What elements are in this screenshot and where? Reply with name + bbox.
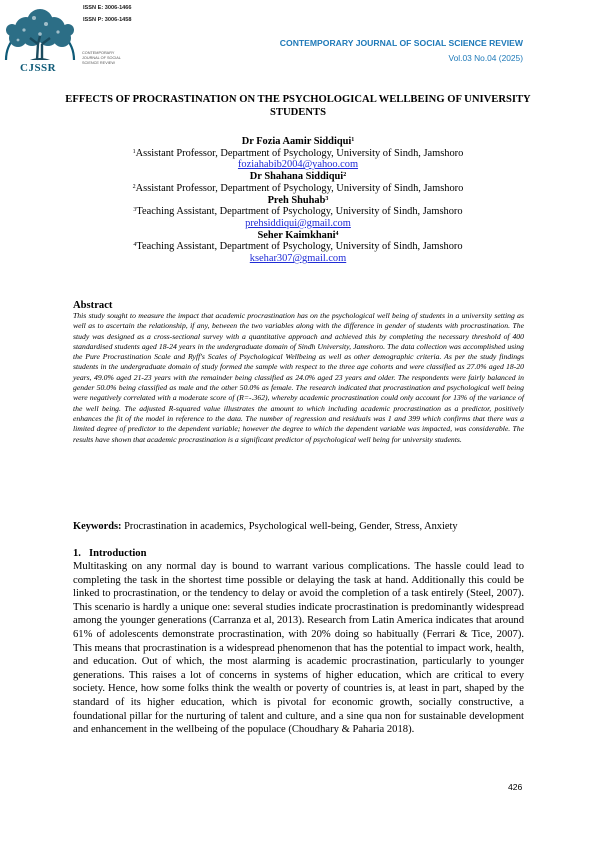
affiliation-text: Assistant Professor, Department of Psychology, University of Sindh, Jamshoro [135, 182, 464, 194]
author-email-link[interactable]: prehsiddiqui@gmail.com [245, 217, 351, 229]
logo-subtitle-line: CONTEMPORARY [82, 51, 115, 55]
author-name [72, 230, 524, 242]
author-name [72, 136, 524, 148]
affiliation-sup: 2 [132, 183, 136, 190]
affiliation-text: Teaching Assistant, Department of Psychology, University of Sindh, Jamshoro [136, 206, 463, 218]
journal-logo [0, 0, 134, 78]
journal-name: CONTEMPORARY JOURNAL OF SOCIAL SCIENCE REVIEW [279, 38, 523, 48]
author-affiliation [72, 183, 524, 195]
issn-print: ISSN P: 3006-1458 [83, 17, 132, 23]
author-name-text: Dr Shahana Siddiqui [249, 171, 344, 183]
section-title: Introduction [89, 548, 147, 559]
logo-acronym: CJSSR [20, 62, 57, 74]
author-block [72, 136, 524, 265]
author-name [72, 195, 524, 207]
logo-subtitle-line: JOURNAL OF SOCIAL [82, 56, 121, 60]
author-sup: 4 [335, 230, 339, 237]
affiliation-sup: 1 [132, 148, 136, 155]
abstract-text: This study sought to measure the impact that academic procrastination has on the psychological well being of students in a university setting as well as to ascertain the relationship, if any, between the two variables along with the difference in gender of students with procrastination. The study was designed as a cross-sectional survey with a quantitative approach and achieved this by completing the necessary threshold of 400 standardised students aged 18-24 years in the undergraduate domain of Sindh University, Jamshoro. The data collection was accomplished using the Pure Procrastination Scale and Ryff's Scales of Psychological Wellbeing as well as other demographic criteria. As per the study findings students in the undergraduate domain of study formed the sample with respect to the three age cohorts and were classified as 27.0% aged 18-20 years, 49.0% aged 21-23 years with the remainder being classified as 24.0% aged 23 years and older. The respondents were fairly balanced in gender 50.0% being classified as male and the other 50.0% as female. The research indicated that procrastination and psychological well being were negatively correlated with a moderate score of (R=-.362), whereby academic procrastination could only account for 13% of the variance of the well being. The adjusted R-squared value illustrates the amount to which including academic procrastination as a predictor, positively enhances the fit of the model in reference to the data. The number of regression and residuals was 1 and 399 which confirms that there was a limited degree of predictor to the dependent variable; however the degree to which the dependent variable was impacted, was considerable. The results have shown that academic procrastination is a significant predictor of psychological well being for university students. [73, 311, 524, 444]
author-email-link[interactable]: foziahabib2004@yahoo.com [237, 159, 359, 171]
affiliation-text: Assistant Professor, Department of Psychology, University of Sindh, Jamshoro [135, 147, 464, 159]
section-number: 1. [73, 548, 81, 559]
section-heading [73, 548, 147, 559]
keywords-label: Keywords: [73, 521, 122, 532]
author-sup: 3 [325, 195, 329, 202]
author-sup: 2 [343, 172, 347, 179]
abstract-heading: Abstract [73, 300, 113, 311]
author-name [72, 171, 524, 183]
keywords-list: Procrastination in academics, Psychological well-being, Gender, Stress, Anxiety [124, 521, 458, 532]
author-name-text: Preh Shuhab [267, 194, 326, 206]
author-affiliation [72, 206, 524, 218]
logo-subtitle [82, 51, 130, 66]
author-affiliation [72, 241, 524, 253]
page-number: 426 [508, 782, 523, 792]
affiliation-sup: 4 [133, 242, 137, 249]
author-email-link[interactable]: ksehar307@gmail.com [249, 253, 347, 265]
journal-volume: Vol.03 No.04 (2025) [448, 53, 523, 63]
author-name-text: Seher Kaimkhani [257, 229, 336, 241]
affiliation-text: Teaching Assistant, Department of Psychology, University of Sindh, Jamshoro [136, 241, 463, 253]
affiliation-sup: 3 [133, 207, 137, 214]
journal-header [280, 38, 523, 63]
keywords [73, 521, 533, 532]
paper-title: EFFECTS OF PROCRASTINATION ON THE PSYCHOLOGICAL WELLBEING OF UNIVERSITY STUDENTS [65, 94, 531, 118]
author-sup: 1 [351, 137, 355, 143]
issn-electronic: ISSN E: 3006-1466 [83, 5, 132, 11]
author-affiliation [72, 148, 524, 160]
author-name-text: Dr Fozia Aamir Siddiqui [241, 136, 352, 147]
logo-subtitle-line: SCIENCE REVIEW [82, 61, 115, 65]
introduction-text: Multitasking on any normal day is bound to warrant various complications. The hassle could lead to completing the task in the shortest time possible or delaying the task at hand. Additionally this could be linked to procrastination, or the tendency to delay or avoid the completion of a task entirely (Steel, 2007). This scenario is hardly a unique one: several studies indicate procrastination is predominantly widespread among the younger generations (Carranza et al, 2013). Research from Latin America indicates that around 61% of adolescents demonstrate procrastination, with 20% doing so habitually (Ferrari & Tice, 2007). This means that procrastination is a widespread phenomenon that has the potential to impact work, health, and education. Out of which, the most alarming is academic procrastination, particularly to younger generations. This raises a lot of concerns in systems of higher education, which are critical to every society. Hence, how some folks think the wealth or poverty of countries is, at least in part, shaped by the standard of its higher education, which is pivotal for economic growth, socially constructive, a foundational pillar for the nurturing of talent and culture, and a sine qua non for sustainable development and enhancement in the wellbeing of the populace (Choudhary & Paharia 2018). [73, 561, 524, 736]
